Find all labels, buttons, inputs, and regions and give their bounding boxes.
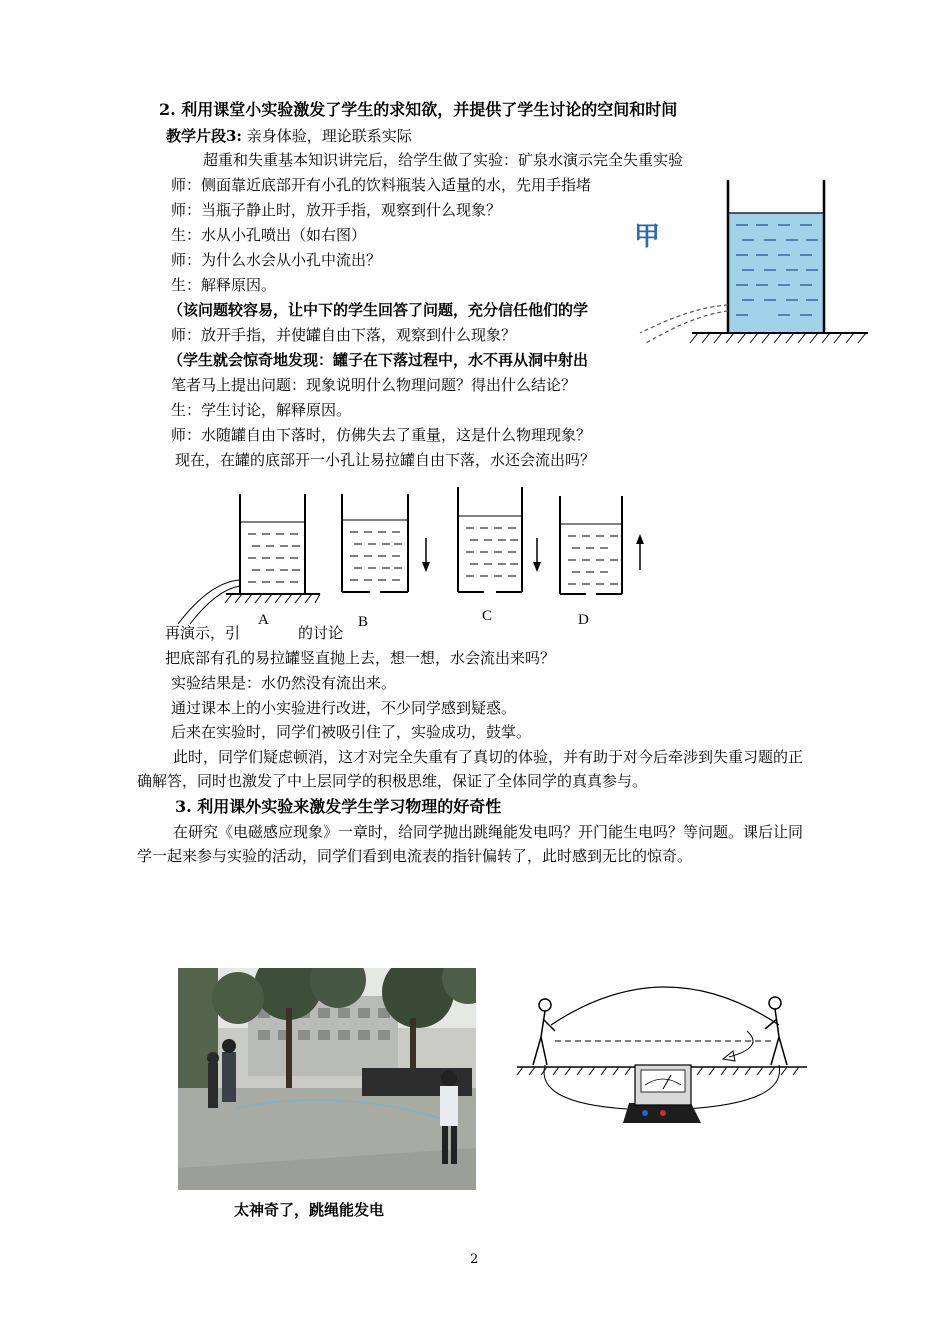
can-c — [458, 487, 541, 592]
dialog-line-5: 生：解释原因。 — [171, 276, 277, 294]
dialog-line-3: 生：水从小孔喷出（如右图） — [171, 226, 367, 244]
dialog-line-4: 师：为什么水会从小孔中流出？ — [171, 251, 382, 269]
dialog-line-2: 师：当瓶子静止时，放开手指，观察到什么现象？ — [171, 201, 502, 219]
after-line-4: 后来在实验时，同学们被吸引住了，实验成功，鼓掌。 — [171, 723, 532, 741]
note-2: （学生就会惊奇地发现：罐子在下落过程中，水不再从洞中射出 — [168, 351, 589, 369]
cans-figure — [170, 482, 660, 632]
can-b — [342, 494, 430, 592]
can-label-a: A — [258, 612, 269, 628]
galvanometer-icon — [623, 1065, 701, 1123]
fragment-label: 教学片段3: — [166, 127, 242, 145]
section3-paragraph: 在研究《电磁感应现象》一章时，给同学抛出跳绳能发电吗？开门能生电吗？等问题。课后让同学一起来参与实验的活动，同学们看到电流表的指针偏转了，此时感到无比的惊奇。 — [137, 823, 804, 865]
dialog-line-9: 师：水随罐自由下落时，仿佛失去了重量，这是什么物理现象？ — [171, 426, 592, 444]
dialog-line-7: 笔者马上提出问题：现象说明什么物理问题？得出什么结论？ — [171, 376, 577, 394]
dialog-line-6: 师：放开手指，并使罐自由下落，观察到什么现象？ — [171, 326, 517, 344]
note-1: （该问题较容易，让中下的学生回答了问题，充分信任他们的学 — [168, 301, 589, 319]
page-number: 2 — [470, 1252, 479, 1267]
after-paragraph: 此时，同学们疑虑顿消，这才对完全失重有了真切的体验，并有助于对今后牵涉到失重习题的正确解答，同时也激发了中上层同学的积极思维，保证了全体同学的真真参与。 — [137, 748, 804, 790]
section2-heading: 2. 利用课堂小实验激发了学生的求知欲，并提供了学生讨论的空间和时间 — [159, 100, 678, 119]
water-jar-figure — [632, 175, 874, 355]
after-line-2: 实验结果是：水仍然没有流出来。 — [171, 674, 397, 692]
can-d — [560, 496, 644, 594]
photo-caption: 太神奇了，跳绳能发电 — [234, 1201, 385, 1219]
dialog-line-8: 生：学生讨论，解释原因。 — [171, 401, 352, 419]
dialog-line-10: 现在，在罐的底部开一小孔让易拉罐自由下落，水还会流出吗？ — [175, 451, 596, 469]
can-label-d: D — [578, 612, 589, 628]
left-figure — [533, 999, 555, 1065]
after-line-1: 把底部有孔的易拉罐竖直抛上去，想一想，水会流出来吗？ — [165, 649, 556, 667]
fragment-title: 亲身体验，理论联系实际 — [246, 127, 412, 145]
after-fig-frag-a: 再演示，引 — [165, 624, 241, 642]
after-fig-frag-b: 的讨论 — [298, 624, 344, 642]
section3-heading: 3. 利用课外实验来激发学生学习物理的好奇性 — [175, 797, 502, 816]
after-line-3: 通过课本上的小实验进行改进，不少同学感到疑惑。 — [171, 699, 517, 717]
rope-generator-diagram — [515, 985, 810, 1135]
can-a — [178, 494, 320, 624]
rope-jumping-photo — [178, 968, 476, 1190]
intro-line: 超重和失重基本知识讲完后，给学生做了实验：矿泉水演示完全失重实验 — [203, 151, 684, 169]
fragment-line — [166, 126, 412, 146]
can-label-c: C — [482, 608, 493, 624]
figure-left-char: 甲 — [634, 222, 661, 252]
right-figure — [765, 997, 787, 1065]
can-label-b: B — [358, 614, 369, 630]
dialog-line-1: 师：侧面靠近底部开有小孔的饮料瓶装入适量的水，先用手指堵 — [171, 176, 592, 194]
